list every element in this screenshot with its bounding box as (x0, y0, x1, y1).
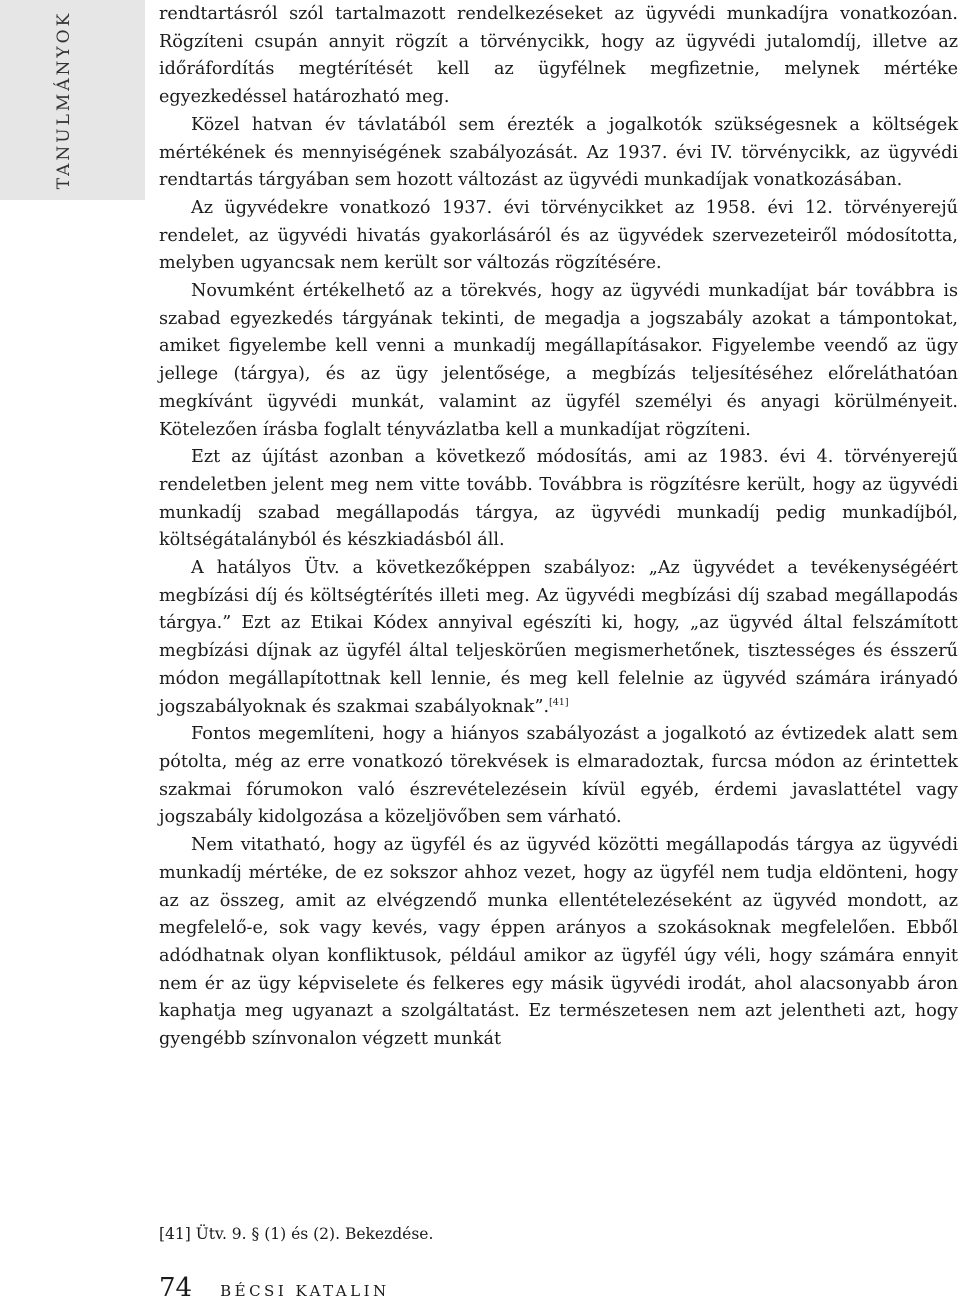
section-label: TANULMÁNYOK (54, 10, 74, 190)
paragraph: Fontos megemlíteni, hogy a hiányos szabályozást a jogalkotó az évtizedek alatt sem pótolta, még az erre vonatkozó törekvések is elmaradoztak, furcsa módon az érintettek szakmai fórumokon való észrevételezésein kívül egyéb, érdemi javaslattétel vagy jogszabály kidolgozása a közeljövőben sem várható. (159, 724, 958, 828)
body-text (159, 0, 958, 1054)
paragraph: Novumként értékelhető az a törekvés, hogy az ügyvédi munkadíjat bár továbbra is szabad egyezkedés tárgyának tekinti, de megadja a jogszabály azokat a támpontokat, amiket figyelembe kell venni a munkadíj megállapításakor. Figyelembe veendő az ügy jellege (tárgya), és az ügy jelentősége, a megbízás teljesítéséhez előreláthatóan megkívánt ügyvédi munkát, valamint az ügyfél személyi és anyagi körülményeit. Kötelezően írásba foglalt tényvázlatba kell a munkadíjat rögzíteni. (159, 281, 958, 440)
footnote: [41] Ütv. 9. § (1) és (2). Bekezdése. (159, 1225, 434, 1243)
footnote-reference[interactable]: [41] (549, 696, 569, 708)
page-footer (159, 1273, 390, 1303)
paragraph: Az ügyvédekre vonatkozó 1937. évi törvénycikket az 1958. évi 12. törvényerejű rendelet, az ügyvédi hivatás gyakorlásáról és az ügyvédek szervezeteiről módosította, melyben ugyancsak nem került sor változás rögzítésére. (159, 197, 958, 274)
paragraph: rendtartásról szól tartalmazott rendelkezéseket az ügyvédi munkadíjra vonatkozóan. Rögzíteni csupán annyit rögzít a törvénycikk, hogy az ügyvédi jutalomdíj, illetve az időráfordítás megtérítését kell az ügyfélnek megfizetnie, melynek mértéke egyezkedéssel határozható meg. (159, 4, 958, 108)
paragraph: Ezt az újítást azonban a következő módosítás, ami az 1983. évi 4. törvényerejű rendeletben jelent meg nem vitte tovább. Továbbra is rögzítésre került, hogy az ügyvédi munkadíj szabad megállapodás tárgya, az ügyvédi munkadíj pedig munkadíjból, költségátalányból és készkiadásból áll. (159, 447, 958, 551)
paragraph-text: A hatályos Ütv. a következőképpen szabályoz: „Az ügyvédet a tevékenységéért megbízási díj és költségtérítés illeti meg. Az ügyvédi megbízási díj szabad megállapodás tárgya.” Ezt az Etikai Kódex annyival egészíti ki, hogy, „az ügyvéd által felszámított megbízási díjnak az ügyfél által teljeskörűen megismerhetőnek, tisztességes és ésszerű módon megállapítottnak kell lennie, és meg kell felelnie az ügyvéd számára irányadó jogszabályoknak és szakmai szabályoknak”. (159, 558, 958, 717)
section-side-tab (0, 0, 145, 200)
author-name: BÉCSI KATALIN (220, 1282, 390, 1300)
paragraph: Nem vitatható, hogy az ügyfél és az ügyvéd közötti megállapodás tárgya az ügyvédi munkadíj mértéke, de ez sokszor ahhoz vezet, hogy az ügyfél nem tudja eldönteni, hogy az az összeg, amit az elvégzendő munka ellentételezéseként az ügyvéd mondott, az megfelelő-e, sok vagy kevés, vagy éppen arányos a szokásoknak megfelelően. Ebből adódhatnak olyan konfliktusok, például amikor az ügyfél úgy véli, hogy számára ennyit nem ér az ügy képviselete és felkeres egy másik ügyvédi irodát, ahol alacsonyabb áron kaphatja meg ugyanazt a szolgáltatást. Ez természetesen nem azt jelentheti azt, hogy gyengébb színvonalon végzett munkát (159, 835, 958, 1050)
paragraph: Közel hatvan év távlatából sem érezték a jogalkotók szükségesnek a költségek mértékének és mennyiségének szabályozását. Az 1937. évi IV. törvénycikk, az ügyvédi rendtartás tárgyában sem hozott változást az ügyvédi munkadíjak vonatkozásában. (159, 114, 958, 191)
paragraph-with-footnote (159, 555, 958, 721)
page-number: 74 (159, 1273, 193, 1303)
